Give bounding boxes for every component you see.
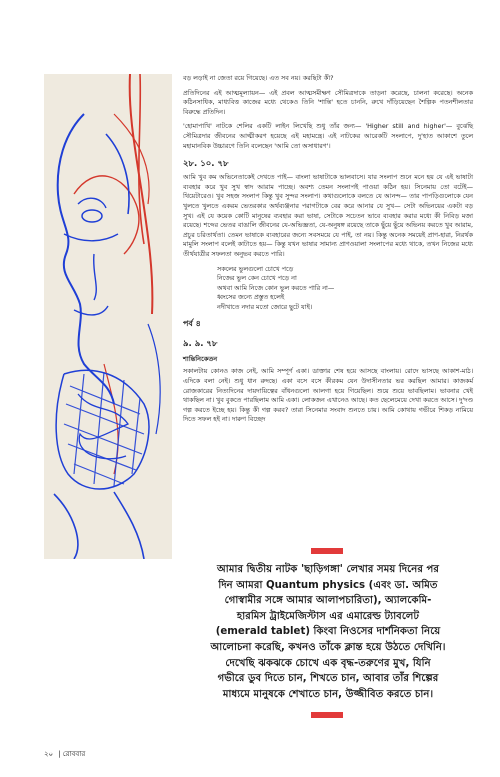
paragraph-homapakhi: 'হোমাপাখি' নাটকে শেলির একটি লাইন লিখেছি শুধু তাঁর জন্য— 'Higher still and higher'— বুঝেছি সৌমিত্রদার জীবনের আত্মীকরণ হয়েছে এই মহামন্ত্রে। এই নাটকের আরেকটি সংলাপে, দু'হাত আকাশে তুলে মহামানবিক উচ্চারণে তিনি বলেছেন 'আমি তো অসাধারণ'। xyxy=(183,122,473,150)
quote-line: আলোচনা করেছি, কখনও তাঁকে ক্লান্ত হয়ে উঠতে দেখিনি। xyxy=(210,641,446,653)
quote-line: দিন আমরা Quantum physics (এবং ডা. অমিত xyxy=(218,579,438,591)
sketch-illustration xyxy=(44,74,172,559)
paragraph-santiniketan: সকালটায় কোনও কাজ নেই, আমি সম্পূর্ণ একা। ডাক্তার শেষ হয়ে আসছে বাংলায়। রোদে ভাসছে আকাশ-মাঠ। এদিকে বলা নেই। শুধু ধান রুদছে। একা বসে বসে কীরকম যেন উদাসীনতার ভর করছিল আমার। কাজকর্ম রোজকারের নিত্যদিনের দায়দায়িত্বের বাঁধনগুলো আলগা হয়ে গিয়েছিল। শুয়ে শুয়ে ভাবছিলাম। ভাবনার খেই থাকছিল না। খুব বুকতে পারছিলাম আমি একা। লোকজন এখানেও আছে। কত ছেলেমেয়ে দেখা করতে আসে। দু'দণ্ড গল্প করতে ইচ্ছে হয়। কিন্তু কী গল্প করব? তারা সিনেমার সংবাদ শুনতে চায়। আমি কোথায় গভীরে শিকড় নামিয়ে দিতে সফল হই না। দারুণ বিচ্ছেদ xyxy=(183,367,473,424)
intro-line: বড় লড়াই না জেতা রয়ে গিয়েছে। এত সব নয়। করছিটা কী? xyxy=(183,74,334,82)
quote-line: গভীরে ডুব দিতে চান, শিখতে চান, আবার তাঁর শিল্পের xyxy=(217,673,439,685)
poem-line: ধ্বংসের জন্যে প্রস্তুত হলেই xyxy=(217,293,285,302)
quote-line: আমার দ্বিতীয় নাটক 'ছাড়িগঙ্গা' লেখার সময় দিনের পর xyxy=(216,564,440,575)
article-column xyxy=(183,74,473,430)
section-heading: পর্ব ৪ xyxy=(183,319,201,329)
quote-line: হারমিস ট্রাইমেজিস্টাস এর এমারেল্ড ট্যাবলেট xyxy=(236,610,420,622)
poem-line: অথবা আমি নিজে কোন ভুল করতে পারি না— xyxy=(217,283,335,292)
paragraph-language: আমি খুব কম অভিনেতাকেই দেখতে পাই— বাংলা ভাষাটাকে ভালবাসে। যার সংলাপ শুনে মনে হয় যে এই ভাষাটা ব্যবহার করে খুব সুখ স্বাদ আরাম পাচ্ছে। অবশ্য তেমন সংলাপই পাওয়া কঠিন হয়। সিনেমায় তো বটেই— থিয়েটারেও। খুব সহজ সংলাপ কিন্তু খুব সুন্দর সংলাপ। কথাগুলোকে বলতে যে আনন্দ— তার পাপড়িগুলোকে যেন খুলতে খুলতে একরম ভেতরকার অর্থব্যঞ্জনার পরাগটাকে বের করে আনার যে সুখ— সেটা অভিনয়ের একটা বড় সুখ। এই যে কয়েক কোটি মানুষের ব্যবহার করা ভাষা, সেটাকে সচেতন ভাবে ব্যবহার করার মধ্যে কী নিবিড় মজা রয়েছে। শব্দের ভেতর বাঙালি জীবনের যে-অভিজ্ঞতা, যে-অনুষঙ্গ রয়েছে তাকে ছুঁয়ে ছুঁয়ে অভিনয় করতে খুব আরাম, প্রচুর চরিতার্থতা। তেমন ভাষাকে ব্যবহারের জন্যে সবসময়ে যে পাই, তা নয়। কিন্তু অনেক সময়েই প্রাণ-হারা, নিরর্থক মামুলি সংলাপ বলেই কাটাতে হয়— কিন্তু যখন ভাষার সামান্য প্রাণওয়ালা সংলাপের মধ্যে থাকে, তখন নিজের মধ্যে তীর্থযাত্রীর সফলতা অনুভব করতে পারি। xyxy=(183,173,473,258)
diary-date-2: ৯. ৯. ৭৮ xyxy=(183,339,218,350)
quote-line: গোস্বামীর সঙ্গে আমার আলাপচারিতা), অ্যালকেমি- xyxy=(224,595,432,607)
poem-line: নিজের ভুল কেন চোখে পড়ে না xyxy=(217,274,297,283)
quote-line: মাধ্যমে মানুষকে শেখাতে চান, উজ্জীবিত করতে চান। xyxy=(222,688,434,700)
pen-sketch-drawing xyxy=(44,74,172,559)
quote-line: (emerald tablet) কিংবা নিওসের দার্শনিকতা নিয়ে xyxy=(215,626,441,638)
pull-quote xyxy=(183,548,473,720)
page-footer xyxy=(44,741,164,758)
poem-line: সকলের ভুলগুলো চোখে পড়ে xyxy=(217,264,294,273)
page-number: ২০ xyxy=(44,750,54,758)
diary-place: শান্তিনিকেতন xyxy=(183,355,218,364)
pull-quote-top-bar xyxy=(311,548,343,554)
pull-quote-text xyxy=(187,562,469,702)
diary-date-1: ২৮. ১০. ৭৮ xyxy=(183,159,229,170)
footer-separator: | xyxy=(58,750,63,758)
poem-line: নদীখাতে নদার মতো জোরে ছুটে যাই। xyxy=(217,302,313,311)
quote-line: দেখেছি ঝকঝকে চোখে এক বৃদ্ধ-তরুণের মুখ, যিনি xyxy=(225,657,431,669)
poem-block xyxy=(217,265,473,313)
pull-quote-bottom-bar xyxy=(311,712,343,718)
magazine-name: রোববার xyxy=(62,750,86,758)
paragraph-self-assessment: প্রতিদিনের এই আত্মমূল্যায়ন— এই প্রবল আত্মসমীক্ষণ সৌমিত্রদাকে তাড়না করেছে, চালনা করেছে। অনেক কঠিনসাধিক, মাধ্যবিত্ত কাজের মধ্যে থেকেও তিনি 'শান্তি' হতে চাননি, রুখে দাঁড়িয়েছেন শৈল্পিক পতনশীলতার বিরুদ্ধে প্রতিদিন। xyxy=(183,88,473,116)
